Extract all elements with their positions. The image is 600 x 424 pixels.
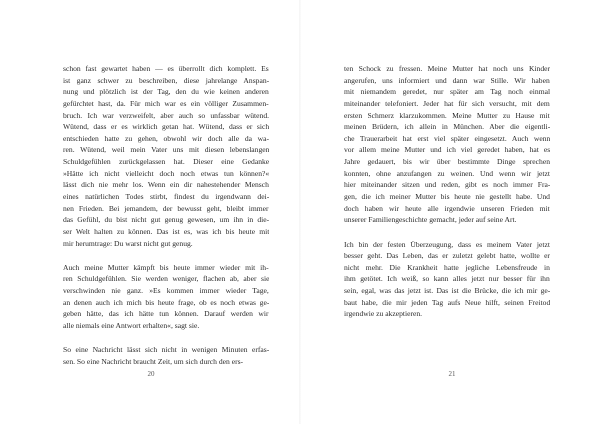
paragraph <box>63 262 269 332</box>
text-line: gen, die ich meiner Mutter bis heute nie gestellt habe. Und <box>344 192 550 202</box>
text-line: ihm getötet. Ich weiß, so kann alles jetzt nur besser für ihn <box>344 274 550 284</box>
right-page <box>300 0 600 424</box>
text-line: bruch. Ich war verzweifelt, aber auch so unfassbar wütend. <box>63 110 269 120</box>
text-line: meinen Brüdern, ich allein in München. Aber die eigentli- <box>344 122 550 132</box>
text-line: entschieden hatte zu gehen, obwohl wir doch alle da wa- <box>63 133 269 143</box>
paragraph <box>344 239 550 320</box>
text-line: an denen auch ich mich bis heute frage, ob es noch etwas ge- <box>63 297 269 307</box>
text-line: vor allem meine Mutter und ich viel geredet haben, hat es <box>344 145 550 155</box>
paragraph-gap <box>63 249 269 262</box>
text-line: unserer Familiengeschichte gemacht, jeder auf seine Art. <box>344 215 517 225</box>
right-page-text <box>344 63 550 320</box>
paragraph-gap <box>344 226 550 239</box>
paragraph <box>344 63 550 226</box>
paragraph-gap <box>63 332 269 345</box>
text-line: »Hätte ich nicht vielleicht doch noch etwas tun können?« <box>63 168 269 178</box>
left-page-text <box>63 63 269 368</box>
text-line: konnten, ohne anzufangen zu weinen. Und wenn wir jetzt <box>344 168 550 178</box>
text-line: schon fast gewartet haben — es überrollt dich komplett. Es <box>63 64 269 73</box>
text-line: ren. Wütend, weil mein Vater uns mit diesen lebenslangen <box>63 145 269 155</box>
text-line: ersten Schmerz klarzukommen. Meine Mutter zu Hause mit <box>344 110 550 120</box>
text-line: doch haben wir heute alle irgendwie unseren Frieden mit <box>344 203 550 213</box>
text-line: Ich bin der festen Überzeugung, dass es meinem Vater jetzt <box>344 239 550 249</box>
text-line: nung und plötzlich ist der Tag, den du wie keinen anderen <box>63 87 269 97</box>
text-line: ser Welt halten zu können. Das ist es, was ich bis heute mit <box>63 226 269 236</box>
text-line: gefürchtet hast, da. Für mich war es ein völliger Zusammen- <box>63 98 269 108</box>
text-line: So eine Nachricht lässt sich nicht in wenigen Minuten erfas- <box>63 345 269 355</box>
text-line: lässt dich nie mehr los. Wenn ein dir nahestehender Mensch <box>63 180 269 190</box>
text-line: geben hätte, das ich hätte tun können. Darauf werden wir <box>63 309 269 319</box>
text-line: besser geht. Das Leben, das er zuletzt gelebt hatte, wollte er <box>344 251 550 261</box>
paragraph <box>63 344 269 367</box>
page-number-left: 20 <box>147 370 155 378</box>
text-line: mir herumtrage: Du warst nicht gut genug. <box>63 238 193 248</box>
text-line: nen Frieden. Bei jemandem, der bewusst geht, bleibt immer <box>63 203 269 213</box>
text-line: mit niemandem geredet, nur später am Tag noch einmal <box>344 87 550 97</box>
text-line: angerufen, uns informiert und dann war Stille. Wir haben <box>344 75 550 85</box>
text-line: alle niemals eine Antwort erhalten«, sagt sie. <box>63 321 200 331</box>
text-line: ren Schuldgefühlen. Sie werden weniger, flachen ab, aber sie <box>63 274 269 284</box>
text-line: sen. So eine Nachricht braucht Zeit, um sich durch den ers- <box>63 356 244 366</box>
text-line: irgendwie zu akzeptieren. <box>344 309 423 319</box>
text-line: das Gefühl, du bist nicht gut genug gewesen, um ihn in die- <box>63 215 269 225</box>
text-line: Schuldgefühlen zurückgelassen hat. Dieser eine Gedanke <box>63 157 269 167</box>
text-line: baut habe, die mir jeden Tag aufs Neue hilft, seinen Freitod <box>344 297 550 307</box>
text-line: che Trauerarbeit hat erst viel später eingesetzt. Auch wenn <box>344 133 550 143</box>
text-line: verschwinden nie ganz. »Es kommen immer wieder Tage, <box>63 286 269 296</box>
text-line: sein, egal, was das jetzt ist. Das ist die Brücke, die ich mir ge- <box>344 286 550 296</box>
text-line: ten Schock zu fressen. Meine Mutter hat noch uns Kinder <box>344 64 550 73</box>
text-line: miteinander telefoniert. Jeder hat für sich versucht, mit dem <box>344 98 550 108</box>
text-line: Auch meine Mutter kämpft bis heute immer wieder mit ih- <box>63 262 269 272</box>
text-line: hier miteinander sitzen und reden, gibt es noch immer Fra- <box>344 180 550 190</box>
text-line: ist ganz schwer zu beschreiben, diese jahrelange Anspan- <box>63 75 269 85</box>
paragraph <box>63 63 269 249</box>
text-line: eines natürlichen Todes stirbt, findest du irgendwann dei- <box>63 192 269 202</box>
page-number-right: 21 <box>448 370 456 378</box>
text-line: Jahre gedauert, bis wir über bestimmte Dinge sprechen <box>344 157 550 167</box>
text-line: Wütend, dass er es wirklich getan hat. Wütend, dass er sich <box>63 122 269 132</box>
text-line: nicht mehr. Die Krankheit hatte jegliche Lebensfreude in <box>344 262 550 272</box>
